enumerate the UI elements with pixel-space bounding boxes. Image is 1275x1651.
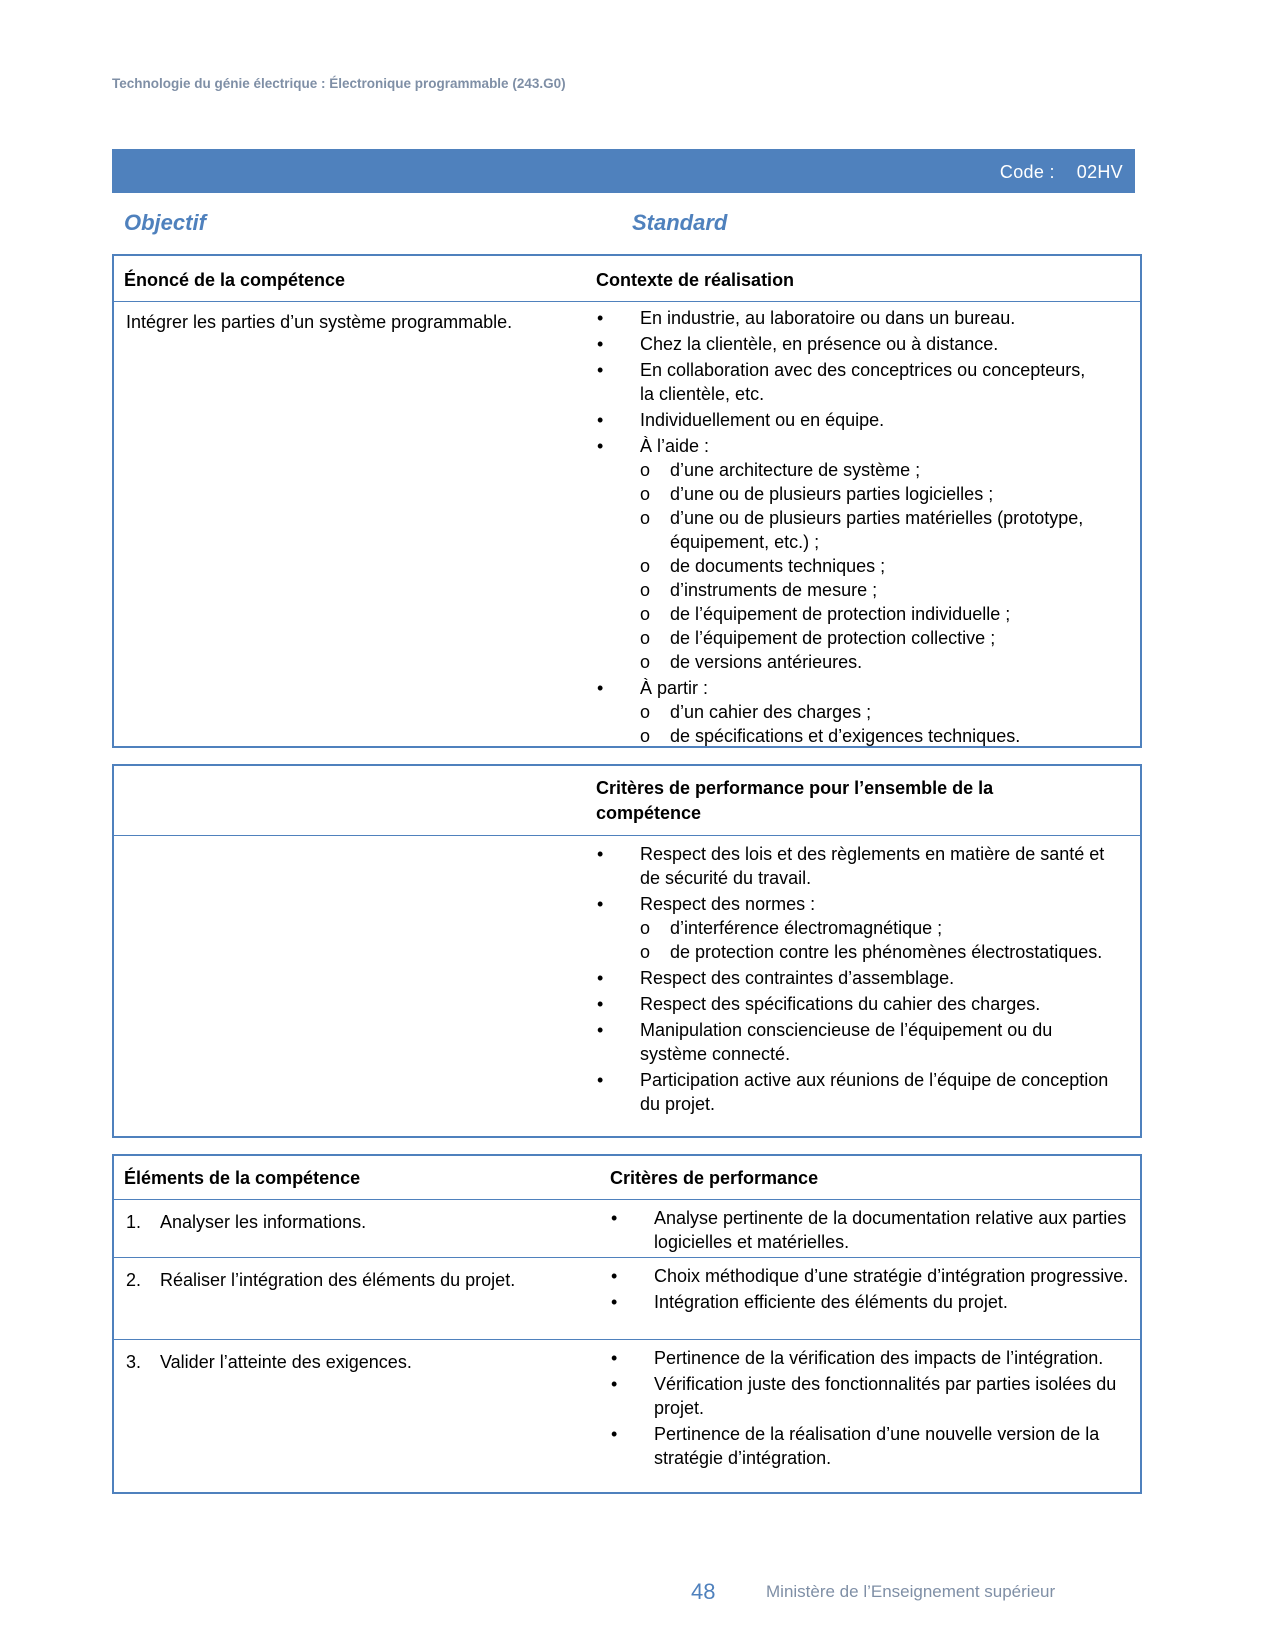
list-item-text: Respect des spécifications du cahier des charges. [640,994,1041,1014]
list-item [596,1018,1116,1066]
table-row [114,1258,1140,1340]
context-column-header: Contexte de réalisation [596,270,795,290]
list-item-text: Pertinence de la vérification des impacts de l’intégration. [654,1348,1104,1368]
element-number: 1. [126,1212,142,1232]
criteria-column-header: Critères de performance [610,1168,819,1188]
list-item-text: Respect des lois et des règlements en matière de santé et de sécurité du travail. [640,844,1105,888]
sub-list-item: o de spécifications et d’exigences techniques. [640,724,1096,748]
list-item [596,408,1096,432]
element-number: 2. [126,1270,142,1290]
standard-label: Standard [632,210,728,235]
sub-list-item: o de l’équipement de protection collective ; [640,626,1096,650]
list-item-text: Analyse pertinente de la documentation relative aux parties logicielles et matérielles. [654,1208,1127,1252]
element-cell [126,1268,515,1292]
course-code [1000,162,1123,183]
elements-column-header: Éléments de la compétence [124,1168,361,1188]
list-item [610,1290,1138,1314]
list-item-text: Respect des contraintes d’assemblage. [640,968,955,988]
global-criteria-list [596,842,1116,1118]
list-item-text: Choix méthodique d’une stratégie d’intégration progressive. [654,1266,1129,1286]
code-value: 02HV [1076,162,1123,182]
list-item-text: Intégration efficiente des éléments du projet. [654,1292,1008,1312]
list-item [596,434,1096,674]
global-criteria-header-row [114,766,1140,836]
list-item-text: En industrie, au laboratoire ou dans un bureau. [640,308,1016,328]
table-row [114,1340,1140,1490]
list-item-text: Individuellement ou en équipe. [640,410,885,430]
list-item [610,1206,1138,1254]
list-item [596,332,1096,356]
list-item [596,358,1096,406]
element-text: Analyser les informations. [160,1212,367,1232]
sub-list-item: o d’une architecture de système ; [640,458,1096,482]
elements-table-header [114,1156,1140,1200]
list-item-text: Manipulation consciencieuse de l’équipement ou du système connecté. [640,1020,1053,1064]
statement-column-header: Énoncé de la compétence [124,270,346,290]
criteria-list [610,1346,1138,1472]
list-item [596,992,1116,1016]
competence-table-header [114,256,1140,302]
element-cell [126,1210,366,1234]
objectif-label: Objectif [124,210,206,235]
code-bar [112,149,1135,193]
sub-list-item: o d’un cahier des charges ; [640,700,1096,724]
element-text: Réaliser l’intégration des éléments du projet. [160,1270,516,1290]
list-item [610,1422,1138,1470]
footer-organization: Ministère de l’Enseignement supérieur [766,1582,1056,1601]
sub-list-item: o de versions antérieures. [640,650,1096,674]
list-item [596,306,1096,330]
running-header: Technologie du génie électrique : Électronique programmable (243.G0) [112,76,566,91]
list-item [596,676,1096,748]
list-item-text: À l’aide : [640,436,710,456]
list-item [596,1068,1116,1116]
element-text: Valider l’atteinte des exigences. [160,1352,412,1372]
sub-list-item: o d’une ou de plusieurs parties logicielles ; [640,482,1096,506]
element-number: 3. [126,1352,142,1372]
list-item-text: À partir : [640,678,709,698]
competence-table [112,254,1142,748]
list-item-text: Respect des normes : [640,894,816,914]
sub-list-item: o de documents techniques ; [640,554,1096,578]
global-criteria-table [112,764,1142,1138]
sub-list [640,458,1096,674]
list-item-text: Participation active aux réunions de l’équipe de conception du projet. [640,1070,1109,1114]
list-item [596,842,1116,890]
code-label: Code : [999,162,1055,182]
context-list [596,306,1096,750]
list-item-text: Vérification juste des fonctionnalités par parties isolées du projet. [654,1374,1117,1418]
elements-table [112,1154,1142,1494]
global-criteria-header: Critères de performance pour l’ensemble de la compétence [596,778,994,823]
sub-list-item: o d’une ou de plusieurs parties matérielles (prototype, équipement, etc.) ; [640,506,1096,554]
list-item [610,1264,1138,1288]
list-item [596,966,1116,990]
table-row [114,1200,1140,1258]
sub-list [640,916,1116,964]
sub-list-item: o d’interférence électromagnétique ; [640,916,1116,940]
sub-list [640,700,1096,748]
competence-statement: Intégrer les parties d’un système programmable. [126,312,513,332]
element-cell [126,1350,412,1374]
list-item [610,1372,1138,1420]
list-item-text: En collaboration avec des conceptrices ou concepteurs, la clientèle, etc. [640,360,1086,404]
criteria-list [610,1264,1138,1316]
list-item [610,1346,1138,1370]
criteria-list [610,1206,1138,1256]
list-item-text: Chez la clientèle, en présence ou à distance. [640,334,999,354]
page-number: 48 [691,1579,716,1604]
list-item [596,892,1116,964]
list-item-text: Pertinence de la réalisation d’une nouvelle version de la stratégie d’intégration. [654,1424,1100,1468]
sub-list-item: o d’instruments de mesure ; [640,578,1096,602]
sub-list-item: o de l’équipement de protection individuelle ; [640,602,1096,626]
sub-list-item: o de protection contre les phénomènes électrostatiques. [640,940,1116,964]
